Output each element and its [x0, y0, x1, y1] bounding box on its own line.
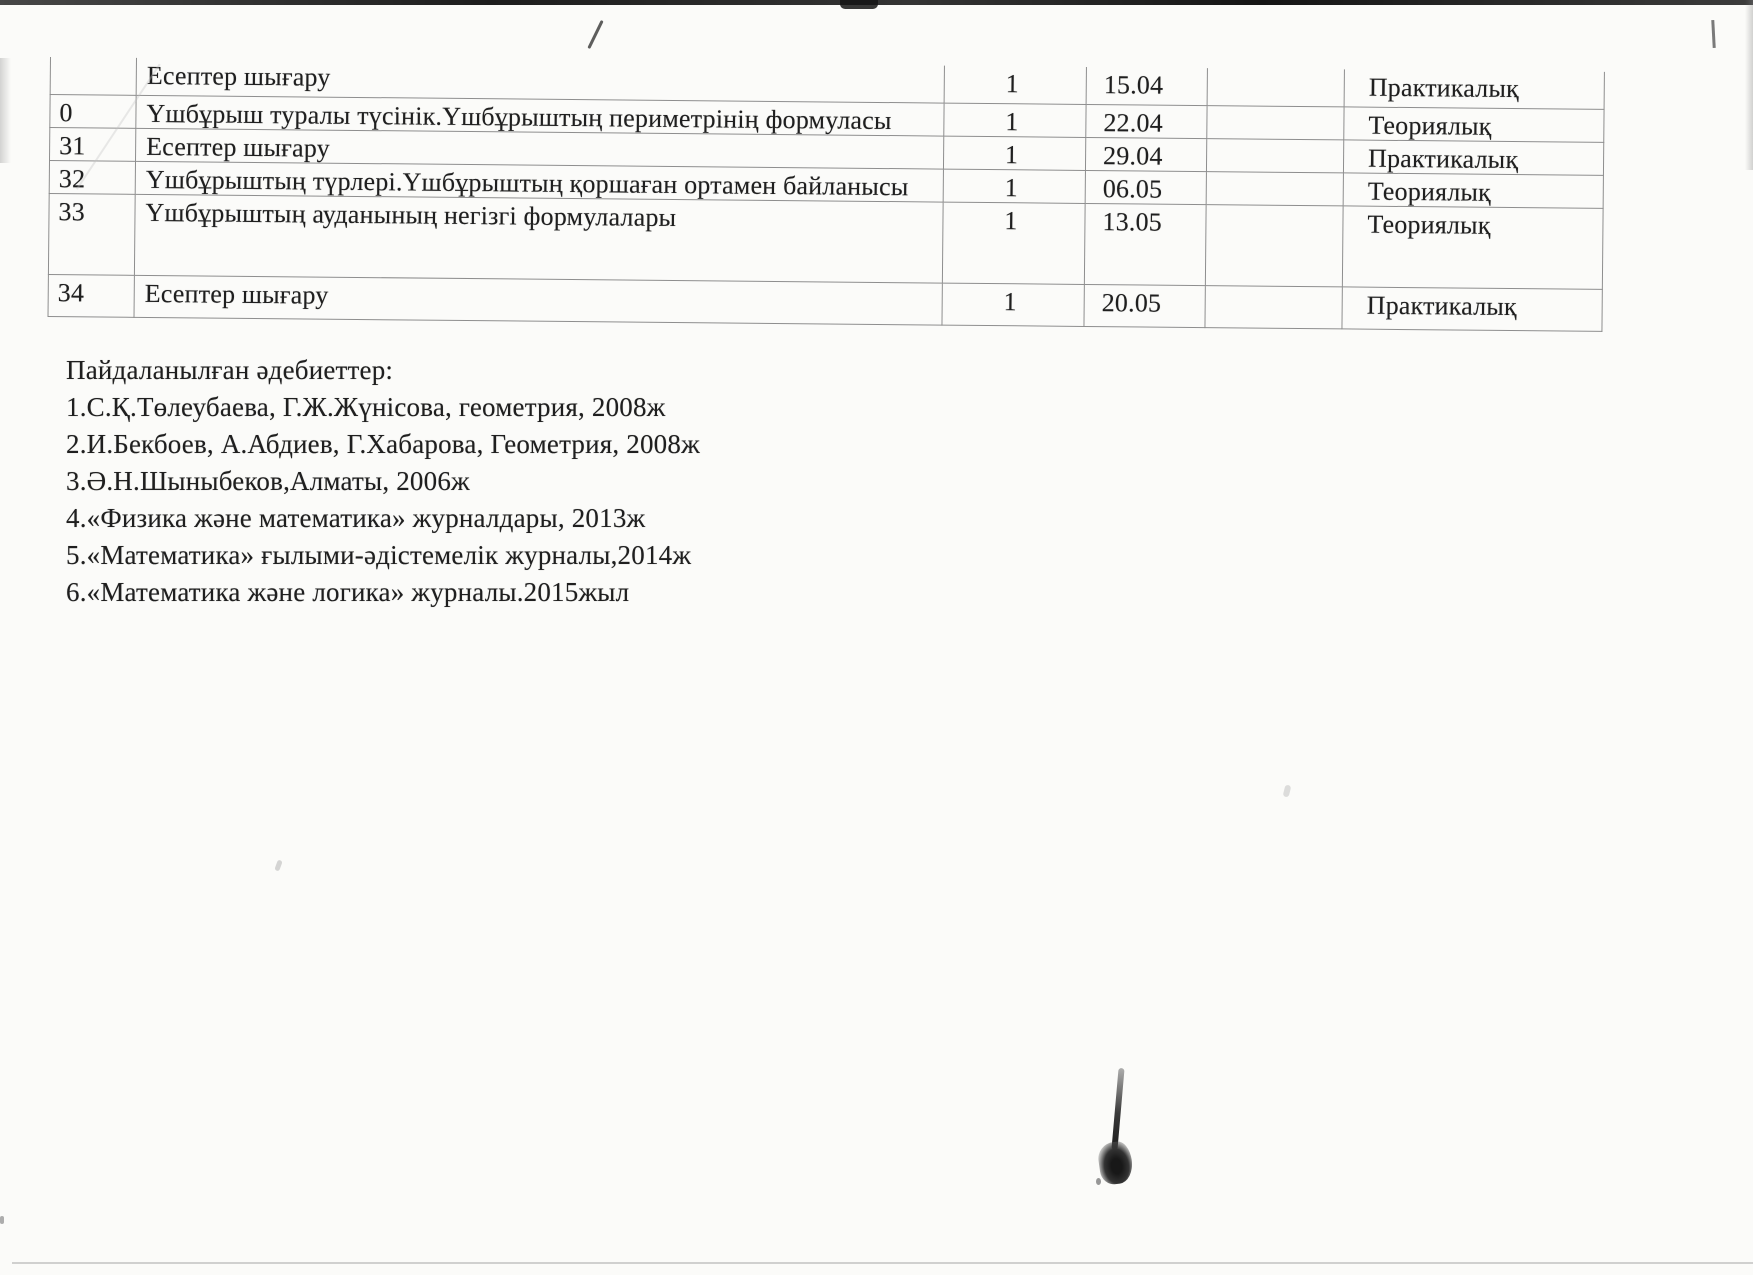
reference-item: 6.«Математика және логика» журналы.2015жыл: [66, 577, 630, 607]
right-edge-shadow: [1745, 0, 1753, 170]
empty-cell: [1208, 68, 1345, 107]
lesson-type: Практикалық: [1344, 140, 1604, 175]
references-heading: Пайдаланылған әдебиеттер:: [66, 355, 394, 385]
ink-speck: [1096, 1178, 1101, 1185]
lesson-type: Практикалық: [1345, 69, 1605, 109]
reference-item: 5.«Математика» ғылыми-әдістемелік журналы,2014ж: [66, 540, 692, 570]
lesson-hours: 1: [942, 284, 1084, 327]
lesson-date: 06.05: [1086, 171, 1207, 205]
reference-item: 4.«Физика және математика» журналдары, 2013ж: [66, 503, 646, 533]
lesson-date: 20.05: [1084, 285, 1205, 328]
lesson-number: 33: [48, 194, 136, 276]
lesson-hours: 1: [943, 203, 1086, 285]
scan-bottom-edge: [12, 1262, 1753, 1264]
lesson-type: Теориялық: [1343, 206, 1604, 289]
lesson-date: 15.04: [1087, 67, 1208, 106]
references-section: [66, 352, 1046, 611]
curriculum-table-grid: [48, 57, 1605, 332]
lesson-topic: Үшбұрыштың ауданының негізгі формулалары: [135, 195, 944, 284]
curriculum-table: [48, 57, 1605, 332]
ink-streak: [1111, 1068, 1124, 1150]
lesson-type: Теориялық: [1344, 107, 1604, 142]
lesson-date: 13.05: [1085, 204, 1207, 286]
lesson-hours: 1: [945, 66, 1087, 105]
reference-item: 1.С.Қ.Төлеубаева, Г.Ж.Жүнісова, геометрия, 2008ж: [66, 392, 666, 422]
scan-edge-blob: [840, 0, 878, 9]
lesson-date: 22.04: [1086, 105, 1207, 139]
reference-item: 3.Ә.Н.Шыныбеков,Алматы, 2006ж: [66, 466, 470, 496]
ink-blot-artifact: [1093, 1068, 1149, 1196]
lesson-topic: Есептер шығару: [135, 276, 943, 326]
empty-cell: [1206, 205, 1344, 287]
lesson-type: Теориялық: [1344, 173, 1604, 208]
empty-cell: [1205, 286, 1342, 329]
empty-cell: [1207, 106, 1344, 140]
lesson-type: Практикалық: [1342, 287, 1602, 331]
lesson-topic: Есептер шығару: [136, 129, 944, 170]
right-edge-mark: [1711, 20, 1715, 48]
ink-pool: [1096, 1140, 1135, 1186]
faint-smudge: [274, 859, 282, 871]
lesson-hours: 1: [944, 170, 1086, 204]
scan-bottom-dot: [0, 1216, 4, 1224]
lesson-number: 34: [48, 275, 135, 318]
lesson-date: 29.04: [1086, 138, 1207, 172]
lesson-topic: Үшбұрыш туралы түсінік.Үшбұрыштың периметрінің формуласы: [136, 96, 944, 137]
lesson-number: [50, 57, 137, 96]
lesson-hours: 1: [944, 104, 1086, 138]
pen-slash-mark: [587, 20, 603, 49]
lesson-number: 31: [49, 128, 136, 162]
lesson-topic: Үшбұрыштың түрлері.Үшбұрыштың қоршаған ортамен байланысы: [136, 162, 944, 203]
empty-cell: [1207, 172, 1344, 206]
left-fold-shadow: [0, 58, 11, 163]
lesson-number: 32: [49, 161, 136, 195]
empty-cell: [1207, 139, 1344, 173]
lesson-number: 0: [49, 95, 136, 129]
faint-smudge: [1283, 784, 1292, 797]
lesson-topic: Есептер шығару: [137, 58, 945, 104]
lesson-hours: 1: [944, 137, 1086, 171]
reference-item: 2.И.Бекбоев, А.Абдиев, Г.Хабарова, Геометрия, 2008ж: [66, 429, 700, 459]
